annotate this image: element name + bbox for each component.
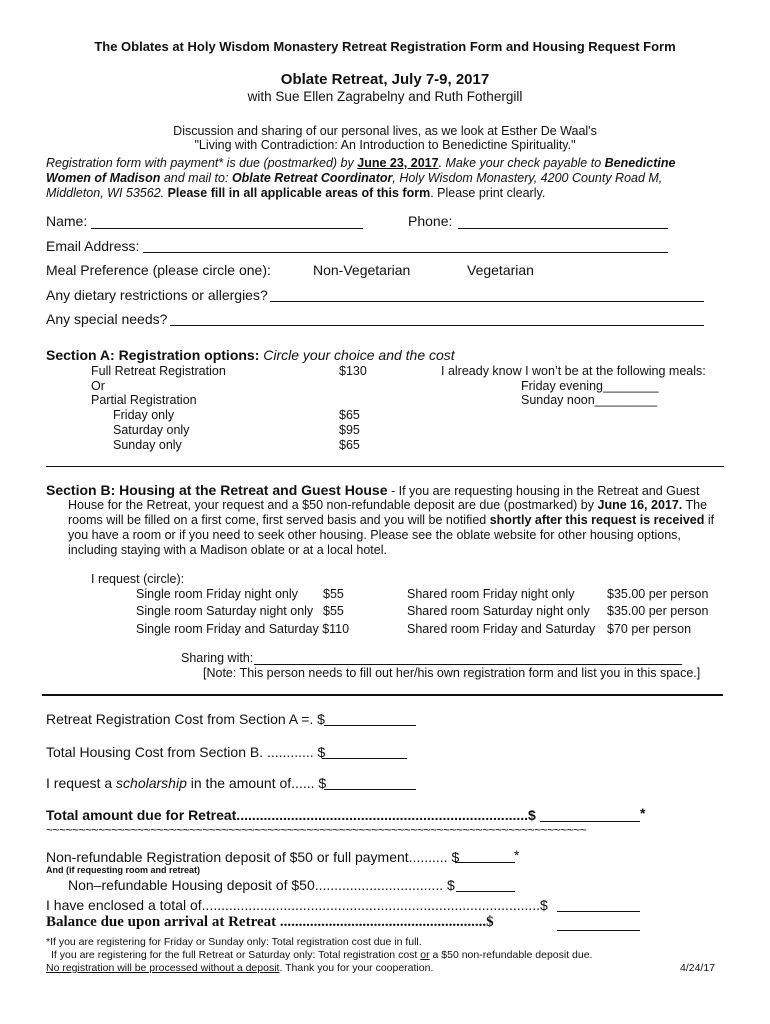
section-b-divider [42,694,723,696]
section-divider [46,466,724,467]
balance-label: Balance due upon arrival at Retreat .......................................................$ [46,914,494,930]
email-label: Email Address: [46,238,140,254]
sunday-noon-field[interactable]: Sunday noon_________ [521,393,658,407]
special-needs-field[interactable] [170,325,704,326]
shared-both-cost[interactable]: $70 per person [607,622,692,636]
shared-saturday-cost[interactable]: $35.00 per person [607,604,709,618]
enclosed-label: I have enclosed a total of.......................................................................................$ [46,897,548,913]
housing-due-date: June 16, 2017. [597,498,683,512]
section-b-line5: including staying with a Madison oblate or at a local hotel. [68,543,387,557]
option-sunday-only[interactable]: Sunday only [113,438,182,452]
shared-saturday-option[interactable]: Shared room Saturday night only [407,604,590,618]
email-field[interactable] [143,252,668,253]
due-date: June 23, 2017 [357,156,439,170]
footer-text: . Thank you for your cooperation. [279,962,434,974]
no-registration-warning: No registration will be processed without a deposit [46,962,280,974]
footer-text: a $50 non-refundable deposit due. [429,949,593,961]
footer-text: If you are registering for the full Retreat or Saturday only: Total registration cost [51,949,421,961]
registration-cost-field[interactable] [324,725,416,726]
option-full-retreat-cost[interactable]: $130 [339,364,367,378]
instructions-line3 [46,186,545,200]
scholarship-text: I request a [46,775,117,791]
instructions-line1 [46,156,675,170]
single-saturday-cost[interactable]: $55 [323,604,344,618]
footer-note2 [51,949,592,961]
revision-date: 4/24/17 [680,962,716,974]
section-a-title: Section A: Registration options: [46,347,260,363]
special-needs-label: Any special needs? [46,311,168,327]
option-saturday-only[interactable]: Saturday only [113,423,190,437]
event-description-line2: "Living with Contradiction: An Introduction to Benedictine Spirituality." [194,138,576,152]
shared-both-option[interactable]: Shared room Friday and Saturday [407,622,596,636]
deposit-asterisk: * [514,847,520,863]
event-leaders: with Sue Ellen Zagrabelny and Ruth Fothergill [247,89,523,104]
instructions-line2 [46,171,662,185]
section-b-line2 [68,498,707,512]
request-label: I request (circle): [91,572,185,586]
dietary-label: Any dietary restrictions or allergies? [46,287,268,303]
section-b-text: rooms will be filled on a first come, first served basis and you will be notified [68,513,490,527]
option-friday-only[interactable]: Friday only [113,408,175,422]
section-b-line3 [68,513,714,527]
section-b-line1 [46,482,700,498]
notification-note: shortly after this request is received [489,513,705,527]
instructions-text: . Make your check payable to [438,156,605,170]
coordinator: Oblate Retreat Coordinator [231,171,393,185]
event-title: Oblate Retreat, July 7-9, 2017 [280,71,490,88]
name-label: Name: [46,213,88,229]
option-sunday-only-cost[interactable]: $65 [339,438,360,452]
sharing-field[interactable] [254,664,682,665]
scholarship-word: scholarship [116,775,187,791]
single-saturday-option[interactable]: Single room Saturday night only [136,604,314,618]
meals-note: I already know I won’t be at the following meals: [441,364,706,378]
section-a-subtitle: Circle your choice and the cost [259,347,455,363]
city: Middleton, WI 53562. [46,186,165,200]
sharing-label: Sharing with: [181,651,254,665]
phone-field[interactable] [458,228,668,229]
single-both-option[interactable]: Single room Friday and Saturday $110 [136,622,350,636]
footer-or: or [420,949,430,961]
total-due-asterisk: * [640,805,646,821]
total-due-field[interactable] [540,821,640,822]
form-title: The Oblates at Holy Wisdom Monastery Retreat Registration Form and Housing Request Form [94,39,676,54]
enclosed-field[interactable] [557,911,640,912]
address: , Holy Wisdom Monastery, 4200 County Road M, [392,171,663,185]
tilde-divider: ~~~~~~~~~~~~~~~~~~~~~~~~~~~~~~~~~~~~~~~~~~~~~~~~~~~~~~~~~~~~~~~~~~~~~~~~~~~~~~~~~~~ [46,823,587,837]
section-b-text: House for the Retreat, your request and a $50 non-refundable deposit are due (postmarked) by [68,498,598,512]
housing-cost-field[interactable] [322,758,407,759]
instructions-text: and mail to: [160,171,232,185]
phone-label: Phone: [408,213,453,229]
footer-note3 [46,962,433,974]
shared-friday-cost[interactable]: $35.00 per person [607,587,709,601]
single-friday-cost[interactable]: $55 [323,587,344,601]
section-b-text: - If you are requesting housing in the Retreat and Guest [387,484,700,498]
total-due-label: Total amount due for Retreat...........................................................................$ [46,807,536,823]
payee: Women of Madison [46,171,161,185]
meal-option-nonvegetarian[interactable]: Non-Vegetarian [313,262,411,278]
balance-field[interactable] [557,930,640,931]
dietary-field[interactable] [270,301,704,302]
section-a-heading [46,347,455,363]
print-instruction: . Please print clearly. [430,186,546,200]
section-b-text: if [704,513,715,527]
section-b-text: The [682,498,708,512]
housing-deposit-field[interactable] [456,891,515,892]
scholarship-text: in the amount of...... $ [186,775,327,791]
option-saturday-only-cost[interactable]: $95 [339,423,360,437]
and-if-label: And (if requesting room and retreat) [46,865,201,875]
scholarship-field[interactable] [324,789,416,790]
shared-friday-option[interactable]: Shared room Friday night only [407,587,575,601]
event-description-line1: Discussion and sharing of our personal lives, as we look at Esther De Waal's [173,124,597,138]
option-full-retreat[interactable]: Full Retreat Registration [91,364,226,378]
fill-instruction: Please fill in all applicable areas of this form [164,186,431,200]
single-friday-option[interactable]: Single room Friday night only [136,587,298,601]
housing-cost-label: Total Housing Cost from Section B. ............ $ [46,744,326,760]
section-b-line4: you have a room or if you need to seek other housing. Please see the oblate website for other housing options, [68,528,681,542]
scholarship-label [46,775,326,791]
payee: Benedictine [604,156,676,170]
name-field[interactable] [91,228,363,229]
friday-evening-field[interactable]: Friday evening________ [521,379,659,393]
footer-note1: *If you are registering for Friday or Sunday only: Total registration cost due in full. [46,936,422,948]
option-partial-registration: Partial Registration [91,393,197,407]
meal-option-vegetarian[interactable]: Vegetarian [467,262,534,278]
sharing-note: [Note: This person needs to fill out her/his own registration form and list you in this space.] [203,666,701,680]
section-b-title: Section B: Housing at the Retreat and Guest House [46,482,388,498]
or-label: Or [91,379,105,393]
meal-label: Meal Preference (please circle one): [46,262,271,278]
instructions-text: Registration form with payment* is due (postmarked) by [46,156,358,170]
option-friday-only-cost[interactable]: $65 [339,408,360,422]
deposit-field[interactable] [456,862,515,863]
registration-cost-label: Retreat Registration Cost from Section A =. $ [46,711,325,727]
deposit-label: Non-refundable Registration deposit of $50 or full payment.......... $ [46,849,460,865]
housing-deposit-label: Non–refundable Housing deposit of $50................................. $ [68,877,455,893]
